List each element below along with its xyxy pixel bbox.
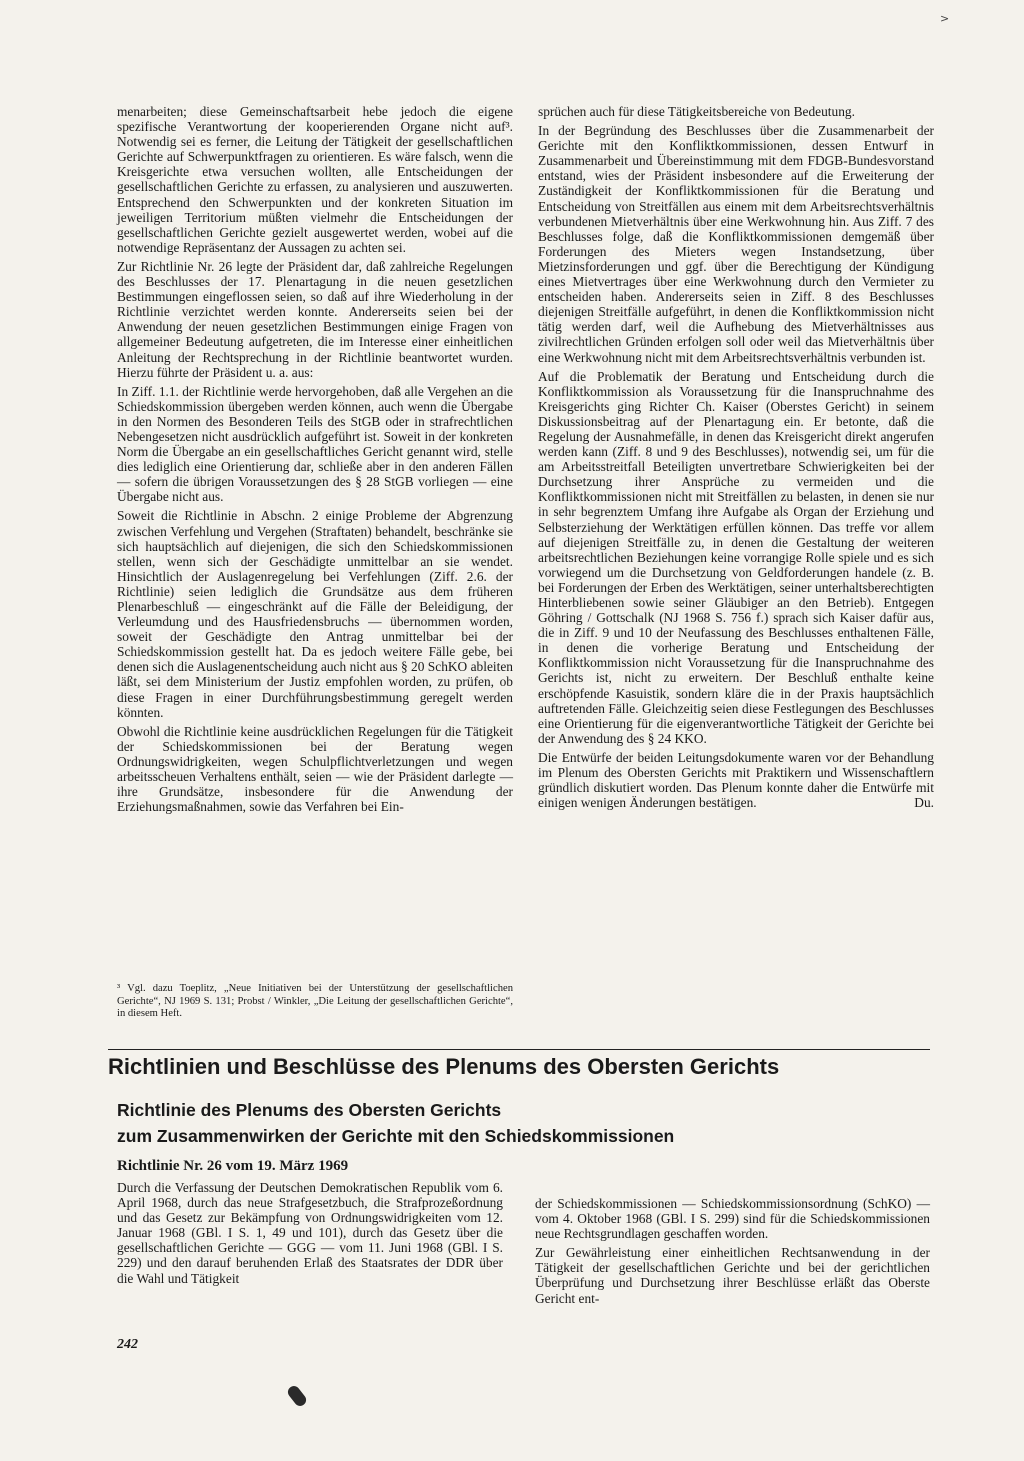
paragraph: menarbeiten; diese Gemeinschaftsarbeit hebe jedoch die eigene spezifische Verantwortung der kooperierenden Organe nicht auf³. Notwendig sei es ferner, die Leitung der Tätigkeit der gesellschaftlichen Gerichte auf Schwerpunktfragen zu orientieren. Es wäre falsch, wenn die Kreisgerichte etwa versuchen wollten, alle Entscheidungen der gesellschaftlichen Gerichte zu erfassen, zu analysieren und auszuwerten. Entsprechend den Schwerpunkten und der konkreten Situation im jeweiligen Territorium müßten vielmehr die Entscheidungen der gesellschaftlichen Gerichte gezielt ausgewertet werden, wobei auf die notwendige Repräsentanz der Aussagen zu achten sei. — [117, 104, 513, 255]
paragraph: Durch die Verfassung der Deutschen Demokratischen Republik vom 6. April 1968, durch das neue Strafgesetzbuch, die Strafprozeßordnung und das Gesetz zur Bekämpfung von Ordnungswidrigkeiten vom 12. Januar 1968 (GBl. I S. 1, 49 und 101), durch das Gesetz über die gesellschaftlichen Gerichte — GGG — vom 11. Juni 1968 (GBl. I S. 229) und den darauf beruhenden Erlaß des Staatsrates der DDR über die Wahl und Tätigkeit — [117, 1180, 503, 1286]
paragraph-text: Die Entwürfe der beiden Leitungsdokumente waren vor der Behandlung im Plenum des Obersten Gerichts mit Praktikern und Wissenschaftlern gründlich diskutiert worden. Das Plenum konnte daher die Entwürfe mit einigen wenigen Änderungen bestätigen. — [538, 749, 934, 811]
paragraph: In der Begründung des Beschlusses über die Zusammenarbeit der Gerichte mit den Konfliktkommissionen, dessen Entwurf in Zusammenarbeit und Übereinstimmung mit dem FDGB-Bundesvorstand entstand, wies der Präsident insbesondere auf die Erweiterung der Zuständigkeit der Konfliktkommissionen für die Beratung und Entscheidung von Streitfällen aus einem mit dem Arbeitsrechtsverhältnis verbundenen Mietverhältnis über eine Werkwohnung hin. Aus Ziff. 7 des Beschlusses folge, daß die Konfliktkommissionen demgemäß über Forderungen des Mieters wegen Instandsetzung, über Mietzinsforderungen und ggf. über die Berechtigung der Kündigung eines Mietvertrages über eine Werkwohnung durch den Vermieter zu entscheiden haben. Andererseits seien in Ziff. 8 des Beschlusses diejenigen Streitfälle aufgeführt, in denen die Konfliktkommission nicht tätig werden darf, weil die Aufhebung des Mietverhältnisses aus zivilrechtlichen Gründen erfolgen soll oder weil das Mietverhältnis über eine Werkwohnung nicht mit dem Arbeitsrechtsverhältnis verbunden ist. — [538, 123, 934, 365]
section-title: Richtlinien und Beschlüsse des Plenums des Obersten Gerichts — [108, 1054, 780, 1079]
page-number: 242 — [117, 1337, 138, 1352]
subheading: Richtlinie des Plenums des Obersten Gerichts — [117, 1100, 502, 1120]
lower-right-column — [535, 1196, 930, 1310]
left-column — [117, 104, 513, 818]
right-column — [538, 104, 934, 814]
paragraph: Zur Richtlinie Nr. 26 legte der Präsident dar, daß zahlreiche Regelungen des Beschlusses der 17. Plenartagung in die neuen gesetzlichen Bestimmungen eingeflossen seien, so daß auf ihre Wiederholung in der Richtlinie verzichtet werden konnte. Andererseits seien bei der Anwendung der neuen gesetzlichen Bestimmungen einige Fragen von allgemeiner Bedeutung aufgetreten, die im Interesse einer einheitlichen Anleitung der Rechtsprechung in der Richtlinie beantwortet wurden. Hierzu führte der Präsident u. a. aus: — [117, 258, 513, 380]
paragraph — [538, 750, 934, 810]
author-signature: Du. — [914, 795, 934, 811]
paragraph: der Schiedskommissionen — Schiedskommissionsordnung (SchKO) — vom 4. Oktober 1968 (GBl. I S. 299) sind für die Schiedskommissionen neue Rechtsgrundlagen geschaffen worden. — [535, 1196, 930, 1242]
margin-mark: > — [940, 12, 950, 25]
paragraph: Soweit die Richtlinie in Abschn. 2 einige Probleme der Abgrenzung zwischen Verfehlung und Vergehen (Straftaten) behandelt, beschränke sie sich hauptsächlich auf diejenigen, die sich den Schiedskommissionen stellen, wenn sich der Geschädigte unmittelbar an sie wendet. Hinsichtlich der Auslagenregelung bei Verfehlungen (Ziff. 2.6. der Richtlinie) seien lediglich die Grundsätze aus dem früheren Plenarbeschluß — eingeschränkt auf die Fälle der Beleidigung, der Verleumdung und des Hausfriedensbruchs — übernommen worden, soweit der Geschädigte den Antrag unmittelbar bei der Schiedskommission gestellt hat. Da es jedoch weitere Fälle gebe, bei denen sich die Auslagenentscheidung auch nicht aus § 20 SchKO ableiten läßt, sei dem Ministerium der Justiz empfohlen worden, zu prüfen, ob diese Fragen in einer Durchführungsbestimmung geregelt werden könnten. — [117, 508, 513, 720]
paragraph: sprüchen auch für diese Tätigkeitsbereiche von Bedeutung. — [538, 104, 855, 119]
paragraph: Zur Gewährleistung einer einheitlichen Rechtsanwendung in der Tätigkeit der gesellschaftlichen Gerichte und bei der gerichtlichen Überprüfung und Durchsetzung ihrer Beschlüsse erläßt das Oberste Gericht ent- — [535, 1245, 930, 1306]
section-divider — [108, 1049, 930, 1050]
footnote — [117, 983, 513, 1021]
paragraph: In Ziff. 1.1. der Richtlinie werde hervorgehoben, daß alle Vergehen an die Schiedskommission übergeben werden können, auch wenn die Übergabe in den Normen des Besonderen Teils des StGB oder in strafrechtlichen Nebengesetzen nicht ausdrücklich aufgeführt ist. Soweit in der konkreten Norm die Übergabe an ein gesellschaftliches Gericht genannt wird, stelle dies lediglich eine Orientierung dar, schließe aber in den anderen Fällen — sofern die übrigen Voraussetzungen des § 28 StGB vorliegen — eine Übergabe nicht aus. — [117, 383, 513, 505]
ink-smudge — [285, 1384, 308, 1409]
footnote-text: ³ Vgl. dazu Toeplitz, „Neue Initiativen bei der Unterstützung der gesellschaftlichen Gerichte“, NJ 1969 S. 131; Probst / Winkler, „Die Leitung der gesellschaftlichen Gerichte“, in diesem Heft. — [117, 983, 513, 1019]
subheading: zum Zusammenwirken der Gerichte mit den Schiedskommissionen — [117, 1126, 675, 1146]
paragraph: Auf die Problematik der Beratung und Entscheidung durch die Konfliktkommission als Voraussetzung für die Inanspruchnahme des Kreisgerichts ging Richter Ch. Kaiser (Oberstes Gericht) in seinem Diskussionsbeitrag auf der Plenartagung ein. Er betonte, daß die Regelung der Ausnahmefälle, in denen das Kreisgericht direkt angerufen werden kann (Ziff. 8 und 9 des Beschlusses), notwendig sei, um für die am Arbeitsstreitfall Beteiligten unvertretbare Schwierigkeiten bei der Durchsetzung ihrer Ansprüche zu vermeiden und die Konfliktkommissionen nicht mit Streitfällen zu belasten, in denen sie nur in sehr begrenztem Umfang ihre Aufgabe als Organ der Erziehung und Selbsterziehung der Werktätigen erfüllen können. Das treffe vor allem auf diejenigen Streitfälle zu, in denen die Gestaltung der weiteren arbeitsrechtlichen Beziehungen keine vorrangige Rolle spiele und es sich vorwiegend um die Durchsetzung von Geldforderungen handele (z. B. bei Forderungen der Erben des Werktätigen, seiner unterhaltsberechtigten Hinterbliebenen sowie seiner Gläubiger an den Betrieb). Entgegen Göhring / Gottschalk (NJ 1968 S. 756 f.) sprach sich Kaiser dafür aus, die in Ziff. 9 und 10 der Neufassung des Beschlusses enthaltenen Fälle, in denen die vorherige Beratung und Entscheidung der Konfliktkommission nicht Voraussetzung für die Inanspruchnahme des Gerichts ist, nicht zu erweitern. Der Beschluß enthalte keine erschöpfende Kasuistik, sondern kläre die in der Praxis hauptsächlich auftretenden Fälle. Gleichzeitig seien diese Festlegungen des Beschlusses eine Orientierung für die eigenverantwortliche Tätigkeit der Gerichte bei der Anwendung des § 24 KKO. — [538, 368, 934, 746]
paragraph: Obwohl die Richtlinie keine ausdrücklichen Regelungen für die Tätigkeit der Schiedskommissionen bei der Beratung wegen Ordnungswidrigkeiten, wegen Schulpflichtverletzungen und wegen arbeitsscheuen Verhaltens enthält, seien — wie der Präsident darlegte — ihre Grundsätze, insbesondere für die Anwendung der Erziehungsmaßnahmen, sowie das Verfahren bei Ein- — [117, 723, 513, 815]
lower-left-column — [117, 1180, 503, 1290]
richtlinie-number: Richtlinie Nr. 26 vom 19. März 1969 — [117, 1158, 349, 1174]
